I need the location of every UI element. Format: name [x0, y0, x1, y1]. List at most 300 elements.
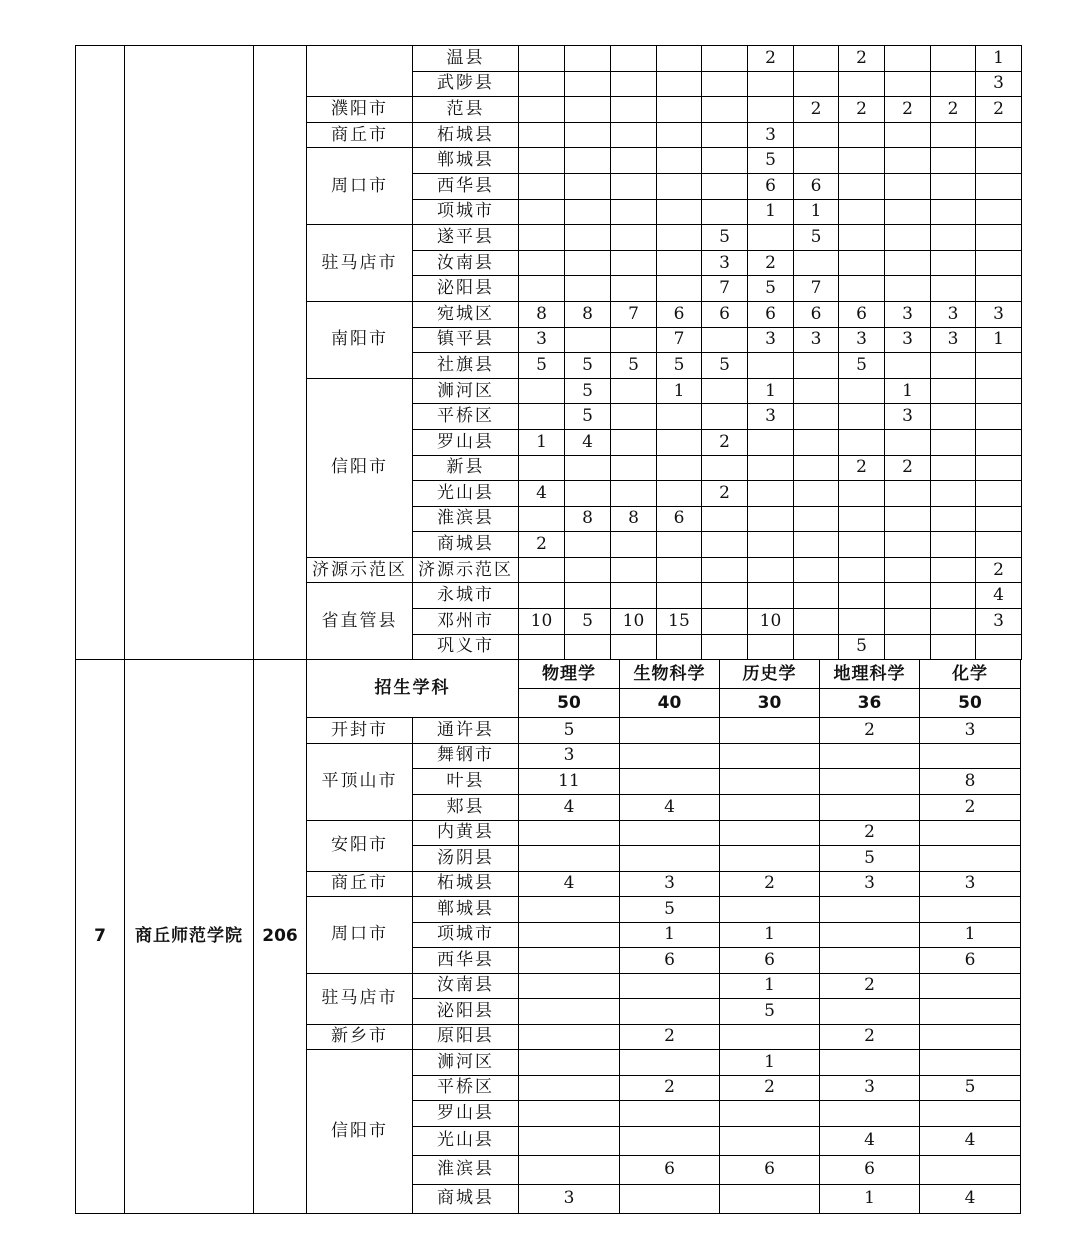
quota-cell: 2 [720, 1075, 820, 1101]
total-cell: 206 [254, 660, 307, 1214]
quota-table-shangqiu-normal [75, 659, 1021, 1214]
quota-cell: 5 [565, 353, 611, 379]
quota-cell [519, 999, 620, 1025]
quota-cell [611, 404, 657, 430]
quota-cell [839, 404, 885, 430]
total-cell [254, 46, 307, 660]
quota-cell [720, 1184, 820, 1214]
quota-cell: 6 [657, 301, 702, 327]
quota-cell [565, 276, 611, 302]
quota-cell [519, 973, 620, 999]
city-cell: 安阳市 [307, 820, 413, 871]
quota-cell [748, 97, 794, 123]
subject-count-cell: 36 [820, 689, 920, 718]
quota-cell: 6 [794, 173, 839, 199]
quota-cell [931, 634, 976, 660]
quota-cell [519, 1127, 620, 1156]
quota-cell [657, 225, 702, 251]
quota-cell: 3 [794, 327, 839, 353]
county-cell: 项城市 [413, 199, 519, 225]
quota-cell [920, 1050, 1021, 1076]
quota-cell [657, 583, 702, 609]
quota-cell [885, 46, 931, 72]
quota-cell [720, 1101, 820, 1127]
quota-cell: 6 [702, 301, 748, 327]
city-cell: 驻马店市 [307, 225, 413, 302]
quota-cell: 2 [839, 97, 885, 123]
quota-cell [885, 557, 931, 583]
quota-cell [748, 583, 794, 609]
quota-cell: 5 [519, 353, 565, 379]
quota-cell [565, 97, 611, 123]
quota-cell [611, 327, 657, 353]
quota-cell [748, 481, 794, 507]
quota-cell [976, 634, 1022, 660]
city-cell: 周口市 [307, 148, 413, 225]
school-cell [125, 46, 254, 660]
county-cell: 永城市 [413, 583, 519, 609]
quota-cell [839, 148, 885, 174]
quota-cell: 10 [611, 609, 657, 635]
quota-cell [519, 455, 565, 481]
city-cell: 南阳市 [307, 301, 413, 378]
quota-cell [702, 148, 748, 174]
subject-name-cell: 地理科学 [820, 660, 920, 689]
quota-cell [931, 557, 976, 583]
quota-cell [720, 846, 820, 872]
county-cell: 平桥区 [413, 404, 519, 430]
quota-cell [748, 429, 794, 455]
quota-cell [920, 846, 1021, 872]
quota-cell [702, 634, 748, 660]
quota-cell [611, 250, 657, 276]
quota-cell [794, 634, 839, 660]
quota-cell [611, 276, 657, 302]
quota-cell [839, 71, 885, 97]
quota-cell [839, 609, 885, 635]
quota-cell [657, 199, 702, 225]
city-cell: 信阳市 [307, 378, 413, 557]
quota-cell [611, 378, 657, 404]
quota-cell [620, 999, 720, 1025]
quota-cell [976, 506, 1022, 532]
quota-cell [620, 1101, 720, 1127]
quota-cell: 6 [748, 173, 794, 199]
quota-cell [885, 532, 931, 558]
quota-cell [931, 71, 976, 97]
quota-cell [611, 429, 657, 455]
quota-cell: 3 [620, 871, 720, 897]
county-cell: 邓州市 [413, 609, 519, 635]
quota-cell [931, 429, 976, 455]
quota-cell: 3 [885, 404, 931, 430]
quota-cell [820, 922, 920, 948]
quota-cell [839, 506, 885, 532]
quota-cell: 5 [920, 1075, 1021, 1101]
quota-cell [839, 276, 885, 302]
quota-cell [720, 1127, 820, 1156]
city-cell: 商丘市 [307, 122, 413, 148]
quota-cell [920, 973, 1021, 999]
quota-cell [565, 327, 611, 353]
quota-cell [657, 46, 702, 72]
quota-cell [620, 769, 720, 795]
city-cell: 新乡市 [307, 1024, 413, 1050]
quota-cell [820, 795, 920, 821]
quota-cell [720, 718, 820, 744]
quota-cell [748, 557, 794, 583]
quota-cell [820, 743, 920, 769]
quota-cell [657, 404, 702, 430]
quota-cell [976, 225, 1022, 251]
quota-cell [720, 769, 820, 795]
quota-cell [920, 897, 1021, 923]
quota-cell: 5 [519, 718, 620, 744]
quota-cell [794, 404, 839, 430]
quota-cell [657, 97, 702, 123]
quota-cell [794, 148, 839, 174]
quota-cell [931, 609, 976, 635]
quota-cell [885, 609, 931, 635]
quota-cell [885, 353, 931, 379]
quota-cell: 4 [920, 1127, 1021, 1156]
quota-cell: 2 [748, 250, 794, 276]
quota-cell [657, 455, 702, 481]
quota-cell [519, 948, 620, 974]
quota-cell [839, 122, 885, 148]
quota-cell [702, 583, 748, 609]
quota-cell: 3 [519, 743, 620, 769]
quota-cell: 1 [920, 922, 1021, 948]
quota-cell [565, 583, 611, 609]
quota-cell [748, 71, 794, 97]
county-cell: 武陟县 [413, 71, 519, 97]
quota-cell [931, 481, 976, 507]
county-cell: 淮滨县 [413, 506, 519, 532]
quota-cell: 6 [657, 506, 702, 532]
quota-cell [702, 378, 748, 404]
quota-cell: 1 [748, 378, 794, 404]
quota-cell [794, 481, 839, 507]
quota-cell: 1 [820, 1184, 920, 1214]
subject-name-cell: 生物科学 [620, 660, 720, 689]
quota-cell: 8 [920, 769, 1021, 795]
quota-cell [519, 250, 565, 276]
quota-cell: 8 [519, 301, 565, 327]
quota-cell [565, 46, 611, 72]
quota-cell: 1 [720, 973, 820, 999]
quota-cell [885, 276, 931, 302]
quota-cell [611, 71, 657, 97]
quota-cell: 5 [611, 353, 657, 379]
county-cell: 商城县 [413, 532, 519, 558]
city-cell: 周口市 [307, 897, 413, 974]
quota-cell [794, 378, 839, 404]
county-cell: 罗山县 [413, 1101, 519, 1127]
quota-cell [839, 583, 885, 609]
quota-cell [839, 225, 885, 251]
quota-cell [565, 532, 611, 558]
quota-cell [565, 481, 611, 507]
quota-cell [839, 429, 885, 455]
quota-cell [702, 404, 748, 430]
index-cell [76, 46, 125, 660]
quota-cell [794, 46, 839, 72]
quota-cell: 2 [720, 871, 820, 897]
quota-cell: 2 [702, 429, 748, 455]
quota-cell [702, 46, 748, 72]
county-cell: 浉河区 [413, 1050, 519, 1076]
quota-cell [519, 46, 565, 72]
quota-cell [976, 250, 1022, 276]
quota-cell [839, 378, 885, 404]
quota-cell [611, 557, 657, 583]
county-cell: 汤阴县 [413, 846, 519, 872]
quota-cell: 6 [794, 301, 839, 327]
quota-cell: 3 [839, 327, 885, 353]
quota-cell [519, 199, 565, 225]
quota-cell: 8 [611, 506, 657, 532]
county-cell: 原阳县 [413, 1024, 519, 1050]
quota-cell [519, 557, 565, 583]
quota-cell [920, 1024, 1021, 1050]
quota-cell [931, 173, 976, 199]
quota-cell [920, 1101, 1021, 1127]
quota-cell: 2 [702, 481, 748, 507]
quota-cell [839, 481, 885, 507]
quota-cell: 7 [794, 276, 839, 302]
county-cell: 新县 [413, 455, 519, 481]
quota-cell [611, 46, 657, 72]
quota-cell [565, 634, 611, 660]
quota-cell [611, 583, 657, 609]
quota-cell [839, 173, 885, 199]
quota-cell: 4 [565, 429, 611, 455]
quota-cell [657, 276, 702, 302]
quota-cell [839, 532, 885, 558]
quota-cell: 5 [839, 634, 885, 660]
quota-cell [702, 532, 748, 558]
quota-cell [920, 743, 1021, 769]
quota-cell: 1 [720, 922, 820, 948]
quota-cell: 1 [720, 1050, 820, 1076]
quota-cell: 3 [748, 327, 794, 353]
quota-cell [611, 455, 657, 481]
quota-cell [820, 769, 920, 795]
quota-cell [657, 250, 702, 276]
quota-cell: 6 [820, 1155, 920, 1184]
quota-cell [931, 276, 976, 302]
quota-cell [885, 634, 931, 660]
quota-cell [519, 276, 565, 302]
quota-cell: 4 [620, 795, 720, 821]
quota-cell [702, 122, 748, 148]
quota-cell [519, 1101, 620, 1127]
quota-cell [976, 455, 1022, 481]
quota-cell: 5 [748, 148, 794, 174]
quota-cell [920, 999, 1021, 1025]
quota-cell [720, 1024, 820, 1050]
subject-count-cell: 50 [920, 689, 1021, 718]
quota-cell [976, 122, 1022, 148]
quota-cell: 5 [565, 404, 611, 430]
city-cell: 济源示范区 [307, 557, 413, 583]
city-cell: 平顶山市 [307, 743, 413, 820]
quota-cell [657, 148, 702, 174]
quota-cell [519, 897, 620, 923]
quota-cell [611, 225, 657, 251]
quota-cell [519, 97, 565, 123]
quota-cell [885, 173, 931, 199]
subject-count-cell: 30 [720, 689, 820, 718]
quota-cell: 5 [565, 609, 611, 635]
county-cell: 淮滨县 [413, 1155, 519, 1184]
header-row-subjects [76, 660, 1021, 689]
quota-cell [748, 225, 794, 251]
quota-cell [519, 583, 565, 609]
quota-cell: 2 [820, 973, 920, 999]
county-cell: 光山县 [413, 1127, 519, 1156]
quota-cell: 5 [820, 846, 920, 872]
quota-cell [820, 999, 920, 1025]
quota-cell: 3 [976, 609, 1022, 635]
quota-cell [720, 820, 820, 846]
quota-cell [976, 353, 1022, 379]
quota-cell: 3 [885, 301, 931, 327]
quota-cell [702, 327, 748, 353]
quota-cell [720, 743, 820, 769]
quota-cell: 8 [565, 506, 611, 532]
quota-cell: 6 [748, 301, 794, 327]
quota-cell: 1 [885, 378, 931, 404]
quota-cell [794, 609, 839, 635]
quota-cell [611, 173, 657, 199]
quota-cell: 5 [620, 897, 720, 923]
quota-cell: 2 [820, 718, 920, 744]
quota-cell [565, 225, 611, 251]
quota-cell [931, 506, 976, 532]
quota-cell: 1 [976, 327, 1022, 353]
quota-cell: 10 [748, 609, 794, 635]
county-cell: 济源示范区 [413, 557, 519, 583]
quota-cell: 4 [820, 1127, 920, 1156]
quota-cell: 1 [794, 199, 839, 225]
quota-cell [565, 148, 611, 174]
quota-cell: 3 [820, 871, 920, 897]
quota-cell: 2 [885, 455, 931, 481]
quota-cell [657, 71, 702, 97]
quota-cell: 8 [565, 301, 611, 327]
quota-cell [931, 199, 976, 225]
quota-cell [839, 199, 885, 225]
county-cell: 项城市 [413, 922, 519, 948]
quota-cell: 2 [931, 97, 976, 123]
quota-cell [931, 455, 976, 481]
quota-cell [885, 583, 931, 609]
quota-cell [794, 455, 839, 481]
quota-cell [976, 378, 1022, 404]
quota-cell [611, 481, 657, 507]
subject-name-cell: 化学 [920, 660, 1021, 689]
quota-cell [702, 506, 748, 532]
quota-cell [620, 846, 720, 872]
quota-cell: 3 [519, 327, 565, 353]
county-cell: 泌阳县 [413, 276, 519, 302]
quota-cell [720, 795, 820, 821]
county-cell: 柘城县 [413, 871, 519, 897]
quota-cell: 1 [976, 46, 1022, 72]
quota-cell [657, 634, 702, 660]
school-cell: 商丘师范学院 [125, 660, 254, 1214]
quota-cell: 7 [702, 276, 748, 302]
quota-cell [976, 532, 1022, 558]
quota-cell [565, 71, 611, 97]
quota-cell [794, 429, 839, 455]
quota-cell [976, 404, 1022, 430]
city-cell: 驻马店市 [307, 973, 413, 1024]
quota-cell [976, 276, 1022, 302]
quota-cell [885, 506, 931, 532]
quota-cell: 2 [794, 97, 839, 123]
quota-cell: 2 [748, 46, 794, 72]
quota-cell [702, 97, 748, 123]
quota-cell: 10 [519, 609, 565, 635]
quota-cell [620, 820, 720, 846]
quota-cell [519, 506, 565, 532]
county-cell: 汝南县 [413, 973, 519, 999]
quota-cell: 5 [794, 225, 839, 251]
county-cell: 内黄县 [413, 820, 519, 846]
quota-cell [794, 71, 839, 97]
quota-cell: 11 [519, 769, 620, 795]
quota-cell [794, 353, 839, 379]
quota-cell [748, 506, 794, 532]
quota-cell: 5 [702, 353, 748, 379]
quota-cell [657, 429, 702, 455]
quota-cell: 5 [702, 225, 748, 251]
quota-cell [794, 122, 839, 148]
quota-cell [519, 1155, 620, 1184]
quota-cell [519, 634, 565, 660]
quota-table-continued [75, 45, 1022, 660]
quota-cell [519, 173, 565, 199]
quota-cell [820, 948, 920, 974]
city-cell: 濮阳市 [307, 97, 413, 123]
quota-cell [885, 199, 931, 225]
quota-cell: 3 [931, 301, 976, 327]
quota-cell [519, 1024, 620, 1050]
quota-cell: 1 [620, 922, 720, 948]
quota-cell [931, 378, 976, 404]
quota-cell [720, 897, 820, 923]
quota-cell [748, 634, 794, 660]
county-cell: 通许县 [413, 718, 519, 744]
quota-cell: 2 [920, 795, 1021, 821]
city-cell [307, 46, 413, 97]
quota-cell [976, 148, 1022, 174]
quota-cell: 3 [519, 1184, 620, 1214]
quota-cell [565, 173, 611, 199]
quota-cell [748, 532, 794, 558]
quota-cell [565, 122, 611, 148]
index-cell: 7 [76, 660, 125, 1214]
city-cell: 省直管县 [307, 583, 413, 660]
quota-cell: 2 [620, 1024, 720, 1050]
quota-cell: 2 [976, 97, 1022, 123]
quota-cell [820, 1050, 920, 1076]
quota-cell [657, 557, 702, 583]
quota-cell: 5 [657, 353, 702, 379]
